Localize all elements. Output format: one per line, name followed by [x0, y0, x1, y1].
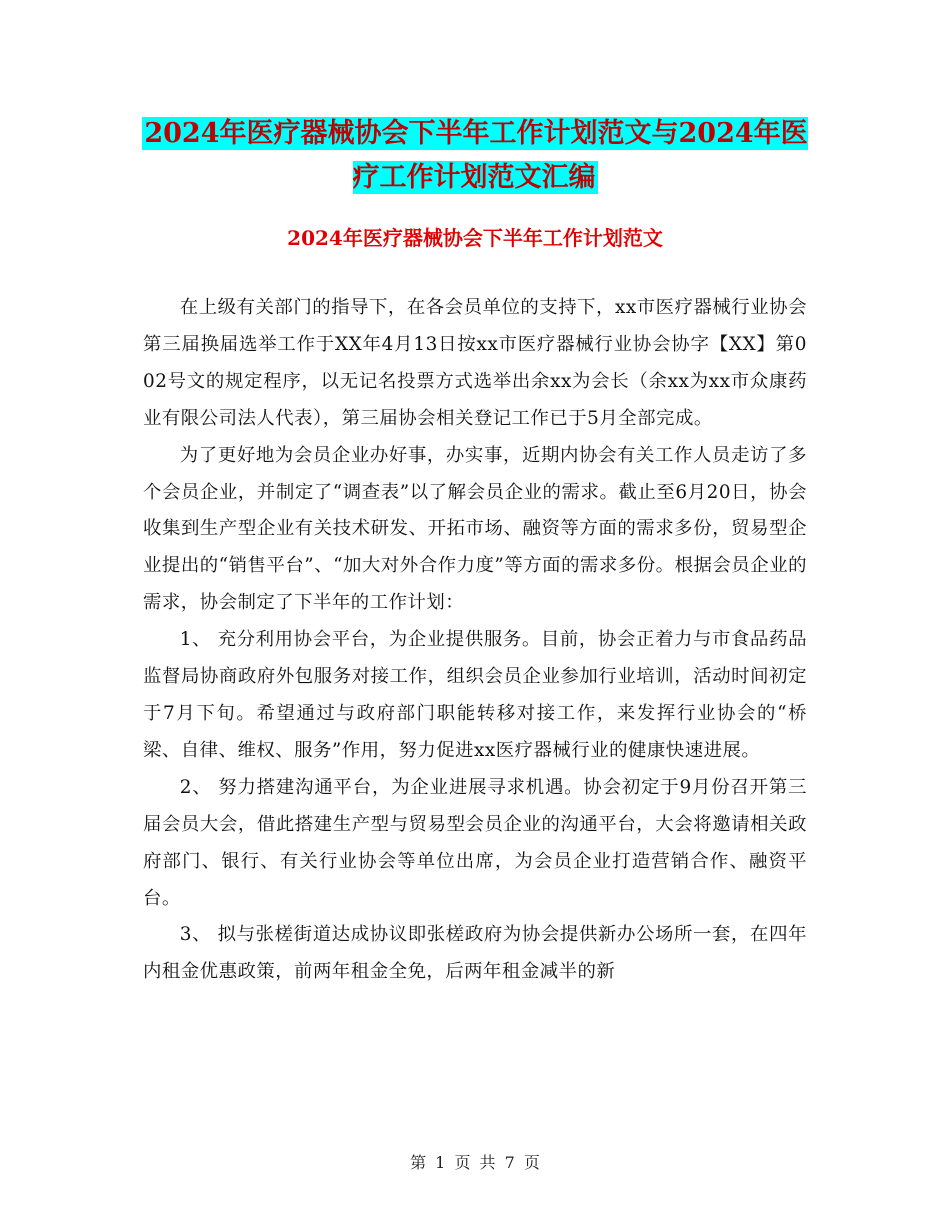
- section-title: 2024年医疗器械协会下半年工作计划范文: [287, 226, 663, 250]
- paragraph: 2、 努力搭建沟通平台，为企业进展寻求机遇。协会初定于9月份召开第三届会员大会，借此搭建生产型与贸易型会员企业的沟通平台，大会将邀请相关政府部门、银行、有关行业协会等单位出席，为会员企业打造营销合作、融资平台。: [143, 776, 807, 909]
- paragraph: 3、 拟与张槎街道达成协议即张槎政府为协会提供新办公场所一套，在四年内租金优惠政策，前两年租金全免，后两年租金减半的新: [143, 924, 807, 983]
- paragraph: 在上级有关部门的指导下，在各会员单位的支持下，xx市医疗器械行业协会第三届换届选举工作于XX年4月13日按xx市医疗器械行业协会协字【XX】第002号文的规定程序，以无记名投票方式选举出余xx为会长（余xx为xx市众康药业有限公司法人代表），第三届协会相关登记工作已于5月全部完成。: [143, 297, 807, 429]
- document-body: [143, 290, 807, 991]
- document-title: [140, 112, 810, 200]
- page-number-footer: 第 1 页 共 7 页: [410, 1153, 540, 1172]
- paragraph: 为了更好地为会员企业办好事，办实事，近期内协会有关工作人员走访了多个会员企业，并制定了“调查表”以了解会员企业的需求。截止至6月20日，协会收集到生产型企业有关技术研发、开拓市场、融资等方面的需求多份，贸易型企业提出的“销售平台”、“加大对外合作力度”等方面的需求多份。根据会员企业的需求，协会制定了下半年的工作计划：: [143, 444, 807, 614]
- paragraph: 1、 充分利用协会平台，为企业提供服务。目前，协会正着力与市食品药品监督局协商政府外包服务对接工作，组织会员企业参加行业培训，活动时间初定于7月下旬。希望通过与政府部门职能转移对接工作，来发挥行业协会的“桥梁、自律、维权、服务”作用，努力促进xx医疗器械行业的健康快速进展。: [143, 629, 807, 761]
- document-title-text: 2024年医疗器械协会下半年工作计划范文与2024年医疗工作计划范文汇编: [144, 118, 808, 193]
